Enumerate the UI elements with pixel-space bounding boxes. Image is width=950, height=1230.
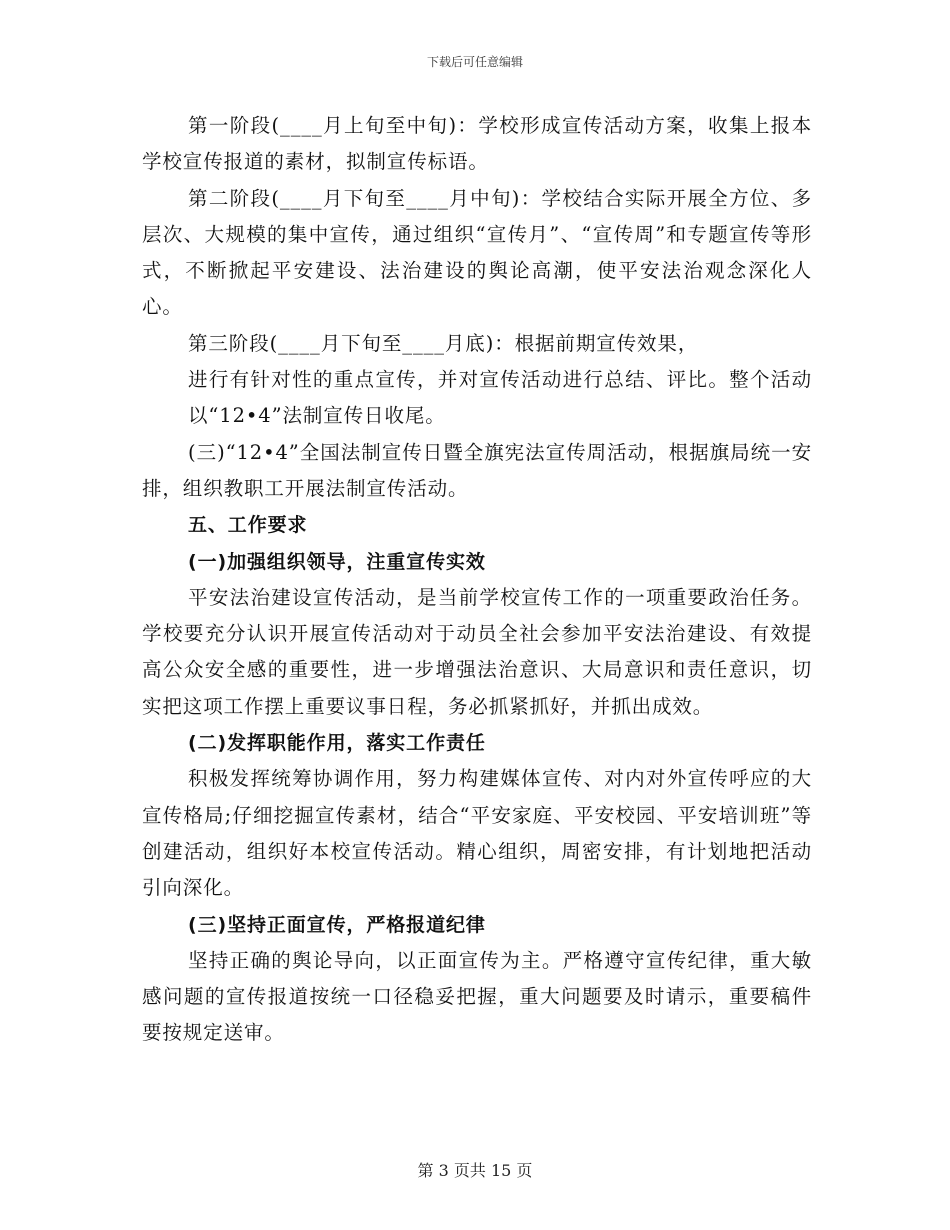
subheading-responsibility: (二)发挥职能作用，落实工作责任 <box>188 732 486 755</box>
paragraph-stage-two: 第二阶段(____月下旬至____月中旬)：学校结合实际开展全方位、多层次、大规模的集中宣传，通过组织“宣传月”、“宣传周”和专题宣传等形式，不断掀起平安建设、法治建设的舆论高潮，使平安法治观念深化人心。 <box>142 186 812 319</box>
page-header-note: 下载后可任意编辑 <box>426 55 523 69</box>
document-body <box>142 108 812 1052</box>
paragraph-law-day: (三)“12•4”全国法制宣传日暨全旗宪法宣传周活动，根据旗局统一安排，组织教职工开展法制宣传活动。 <box>142 440 812 500</box>
section-heading-requirements: 五、工作要求 <box>188 514 308 537</box>
paragraph-organization: 平安法治建设宣传活动，是当前学校宣传工作的一项重要政治任务。学校要充分认识开展宣传活动对于动员全社会参加平安法治建设、有效提高公众安全感的重要性，进一步增强法治意识、大局意识和责任意识，切实把这项工作摆上重要议事日程，务必抓紧抓好，并抓出成效。 <box>142 585 812 718</box>
paragraph-stage-three: 第三阶段(____月下旬至____月底)：根据前期宣传效果， <box>188 331 699 355</box>
paragraph-stage-three-continued: 进行有针对性的重点宣传，并对宣传活动进行总结、评比。整个活动以“12•4”法制宣传日收尾。 <box>188 368 812 428</box>
subheading-discipline: (三)坚持正面宣传，严格报道纪律 <box>188 913 486 936</box>
paragraph-responsibility: 积极发挥统筹协调作用，努力构建媒体宣传、对内对外宣传呼应的大宣传格局;仔细挖掘宣传素材，结合“平安家庭、平安校园、平安培训班”等创建活动，组织好本校宣传活动。精心组织，周密安排，有计划地把活动引向深化。 <box>142 767 812 900</box>
page-number: 第 3 页共 15 页 <box>417 1161 533 1180</box>
subheading-organization: (一)加强组织领导，注重宣传实效 <box>188 550 486 573</box>
paragraph-discipline: 坚持正确的舆论导向，以正面宣传为主。严格遵守宣传纪律，重大敏感问题的宣传报道按统一口径稳妥把握，重大问题要及时请示，重要稿件要按规定送审。 <box>142 948 812 1045</box>
paragraph-stage-one: 第一阶段(____月上旬至中旬)：学校形成宣传活动方案，收集上报本学校宣传报道的素材，拟制宣传标语。 <box>142 114 812 174</box>
